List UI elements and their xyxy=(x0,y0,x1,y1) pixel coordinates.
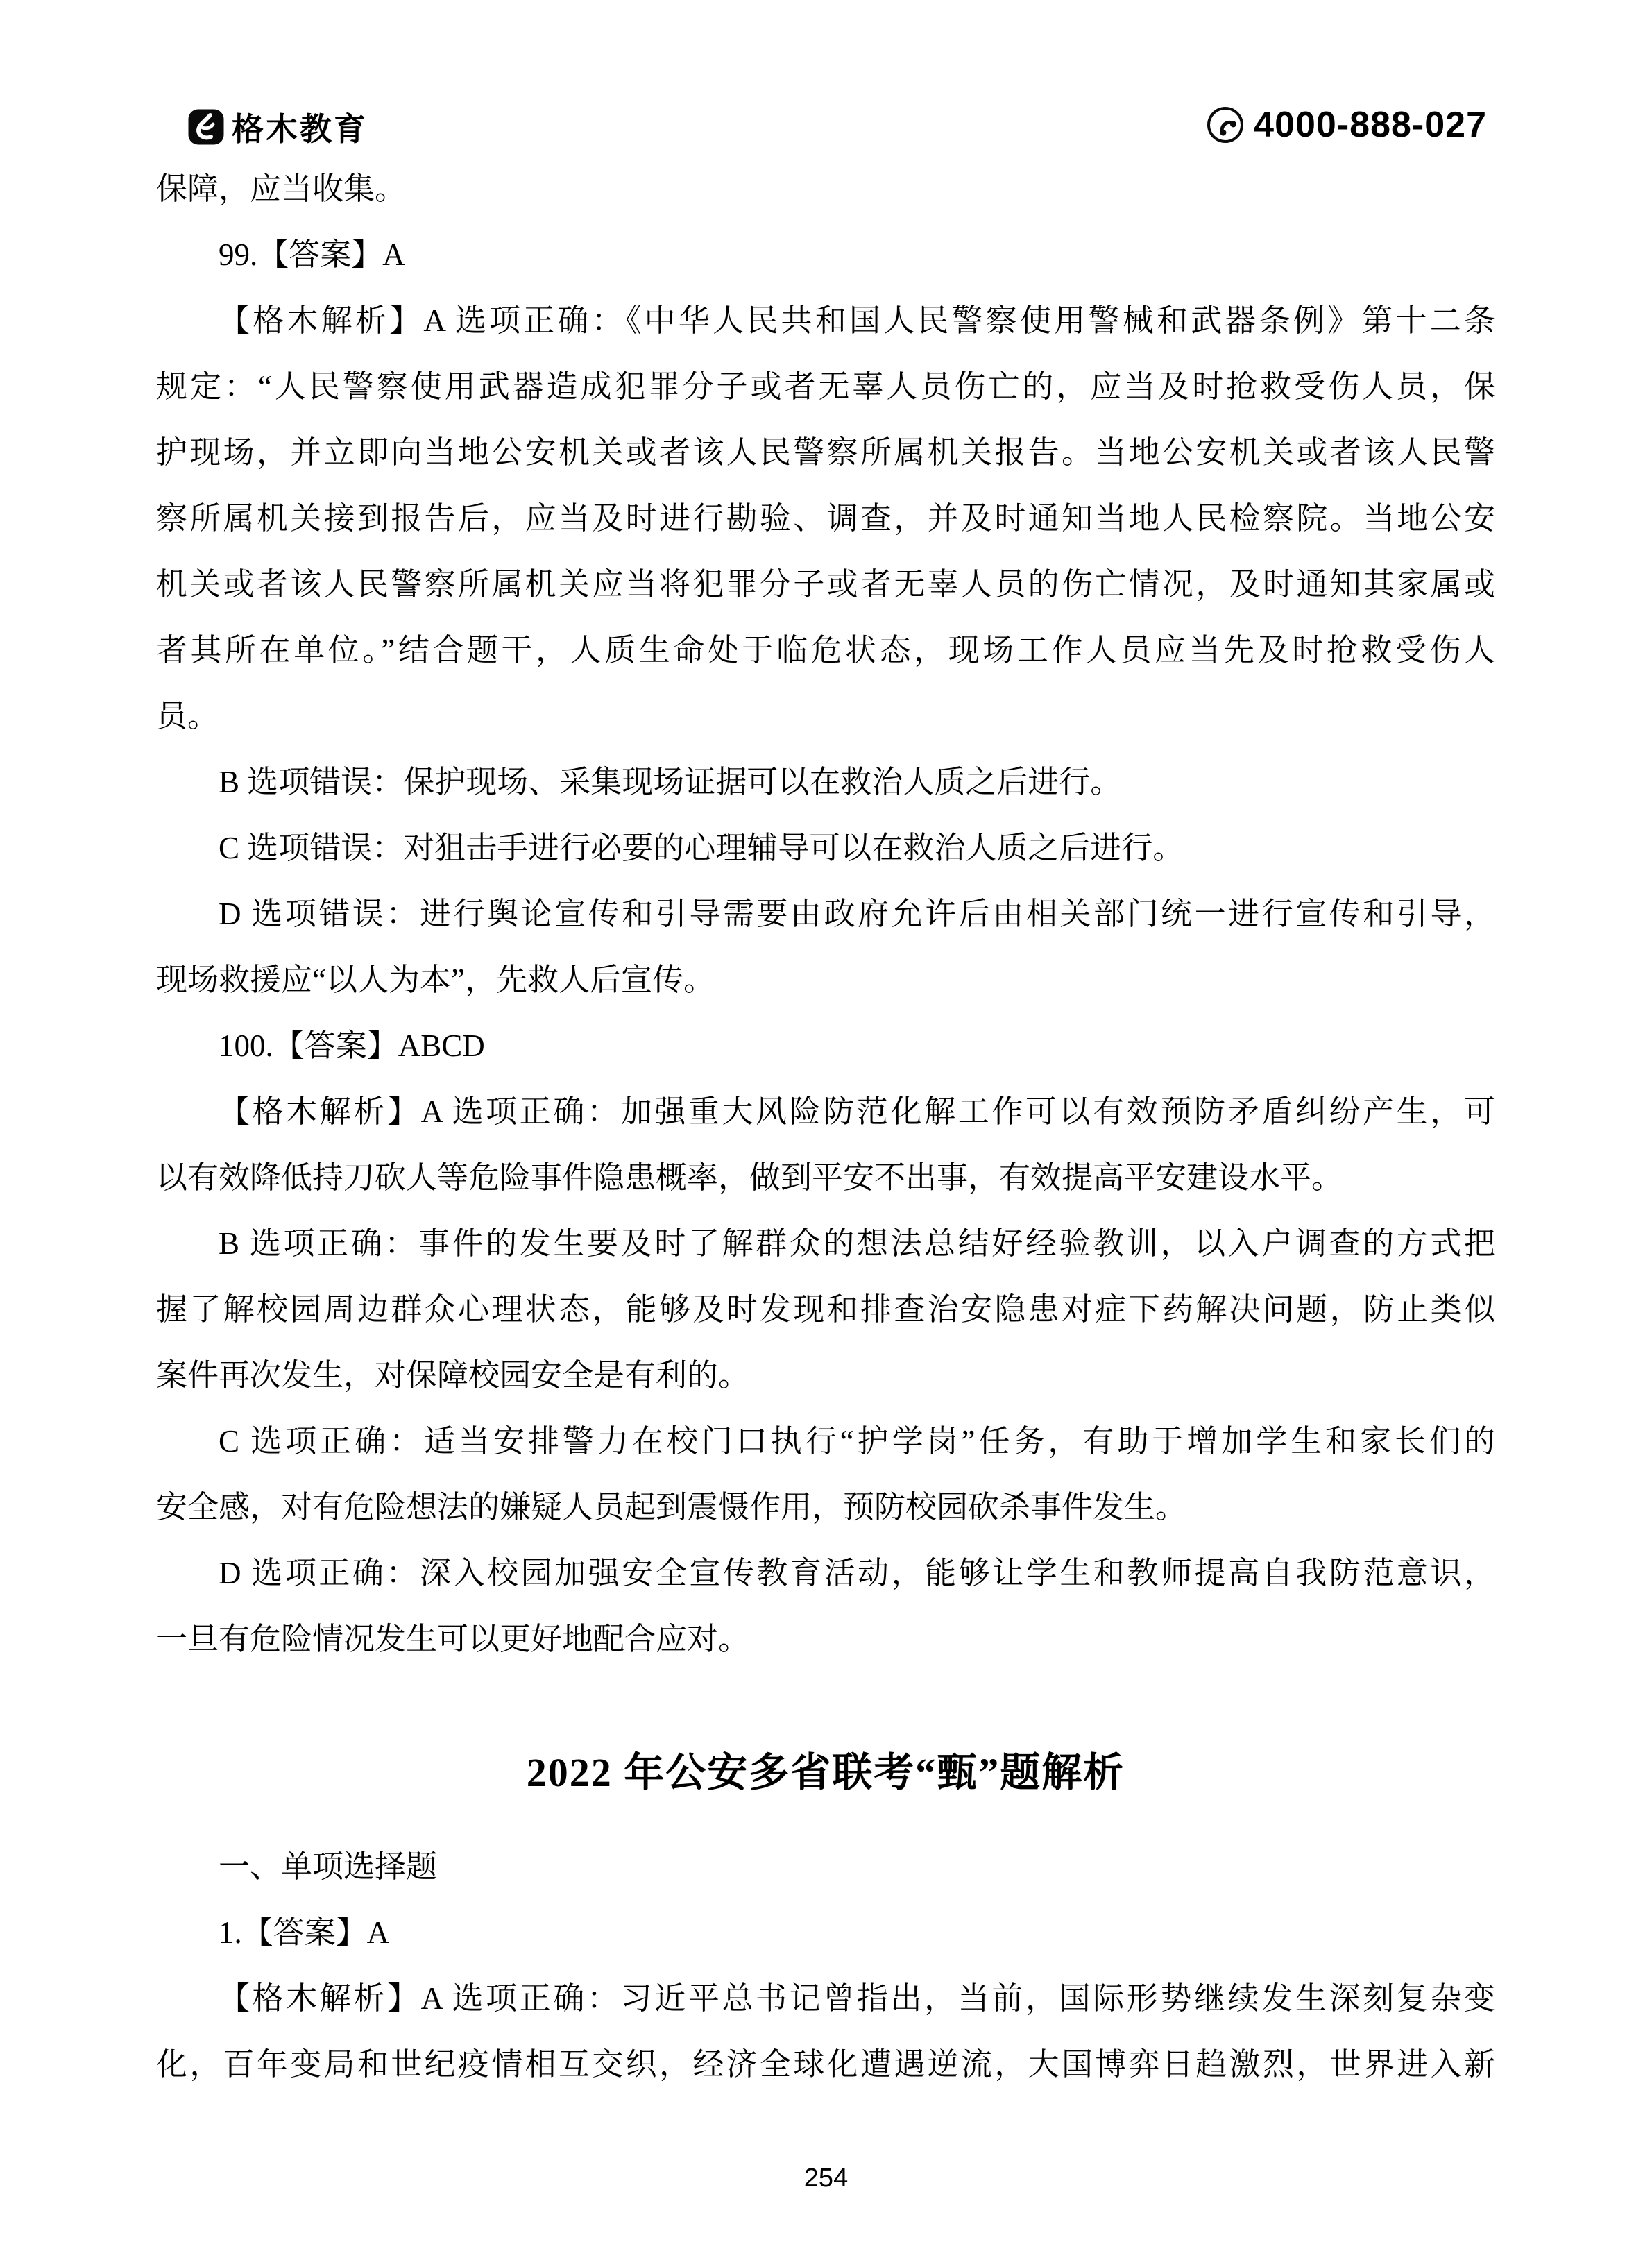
text-line: 察所属机关接到报告后，应当及时进行勘验、调查，并及时通知当地人民检察院。当地公安 xyxy=(156,501,1495,536)
text-line: 规定：“人民警察使用武器造成犯罪分子或者无辜人员伤亡的，应当及时抢救受伤人员，保 xyxy=(156,369,1495,404)
phone-number: 4000-888-027 xyxy=(1254,105,1487,145)
text-line: 【格木解析】A 选项正确：习近平总书记曾指出，当前，国际形势继续发生深刻复杂变 xyxy=(219,1981,1495,2016)
section-heading: 2022 年公安多省联考“甄”题解析 xyxy=(526,1750,1125,1795)
text-line: 护现场，并立即向当地公安机关或者该人民警察所属机关报告。当地公安机关或者该人民警 xyxy=(156,435,1495,470)
text-line: 1.【答案】A xyxy=(219,1915,390,1950)
text-line: C 选项正确：适当安排警力在校门口执行“护学岗”任务，有助于增加学生和家长们的 xyxy=(219,1424,1495,1459)
contact-phone xyxy=(1205,104,1487,146)
text-line: 【格木解析】A 选项正确：加强重大风险防范化解工作可以有效预防矛盾纠纷产生，可 xyxy=(219,1094,1495,1129)
text-line: 者其所在单位。”结合题干，人质生命处于临危状态，现场工作人员应当先及时抢救受伤人 xyxy=(156,633,1495,668)
text-line: 一旦有危险情况发生可以更好地配合应对。 xyxy=(156,1622,750,1656)
text-line: 安全感，对有危险想法的嫌疑人员起到震慑作用，预防校园砍杀事件发生。 xyxy=(156,1490,1187,1525)
gemu-logo-icon xyxy=(187,108,225,146)
text-line: C 选项错误：对狙击手进行必要的心理辅导可以在救治人质之后进行。 xyxy=(219,831,1184,865)
text-line: B 选项正确：事件的发生要及时了解群众的想法总结好经验教训，以入户调查的方式把 xyxy=(219,1226,1495,1261)
text-line: 化，百年变局和世纪疫情相互交织，经济全球化遭遇逆流，大国博弈日趋激烈，世界进入新 xyxy=(156,2047,1495,2082)
page-content xyxy=(156,156,1495,2098)
text-line: B 选项错误：保护现场、采集现场证据可以在救治人质之后进行。 xyxy=(219,765,1122,799)
text-line: 100.【答案】ABCD xyxy=(219,1028,485,1063)
text-line: 以有效降低持刀砍人等危险事件隐患概率，做到平安不出事，有效提高平安建设水平。 xyxy=(156,1160,1343,1195)
text-line: 【格木解析】A 选项正确：《中华人民共和国人民警察使用警械和武器条例》第十二条 xyxy=(219,303,1495,338)
text-line: 现场救援应“以人为本”，先救人后宣传。 xyxy=(156,962,715,997)
exam-text-block xyxy=(156,1834,1495,2098)
text-line: 保障，应当收集。 xyxy=(156,171,407,206)
text-line: 员。 xyxy=(156,699,219,733)
text-line: 99.【答案】A xyxy=(219,237,405,272)
brand-logo xyxy=(187,104,368,150)
brand-logo-text: 格木教育 xyxy=(232,111,368,147)
text-line: D 选项错误：进行舆论宣传和引导需要由政府允许后由相关部门统一进行宣传和引导， xyxy=(219,897,1495,931)
text-line: 机关或者该人民警察所属机关应当将犯罪分子或者无辜人员的伤亡情况，及时通知其家属或 xyxy=(156,567,1495,602)
text-line: 案件再次发生，对保障校园安全是有利的。 xyxy=(156,1358,750,1393)
page-number: 254 xyxy=(803,2164,849,2193)
answers-text-block xyxy=(156,156,1495,1672)
text-line: 一、单项选择题 xyxy=(219,1849,438,1884)
phone-icon xyxy=(1205,105,1245,145)
text-line: 握了解校园周边群众心理状态，能够及时发现和排查治安隐患对症下药解决问题，防止类似 xyxy=(156,1292,1495,1327)
text-line: D 选项正确：深入校园加强安全宣传教育活动，能够让学生和教师提高自我防范意识， xyxy=(219,1556,1495,1590)
